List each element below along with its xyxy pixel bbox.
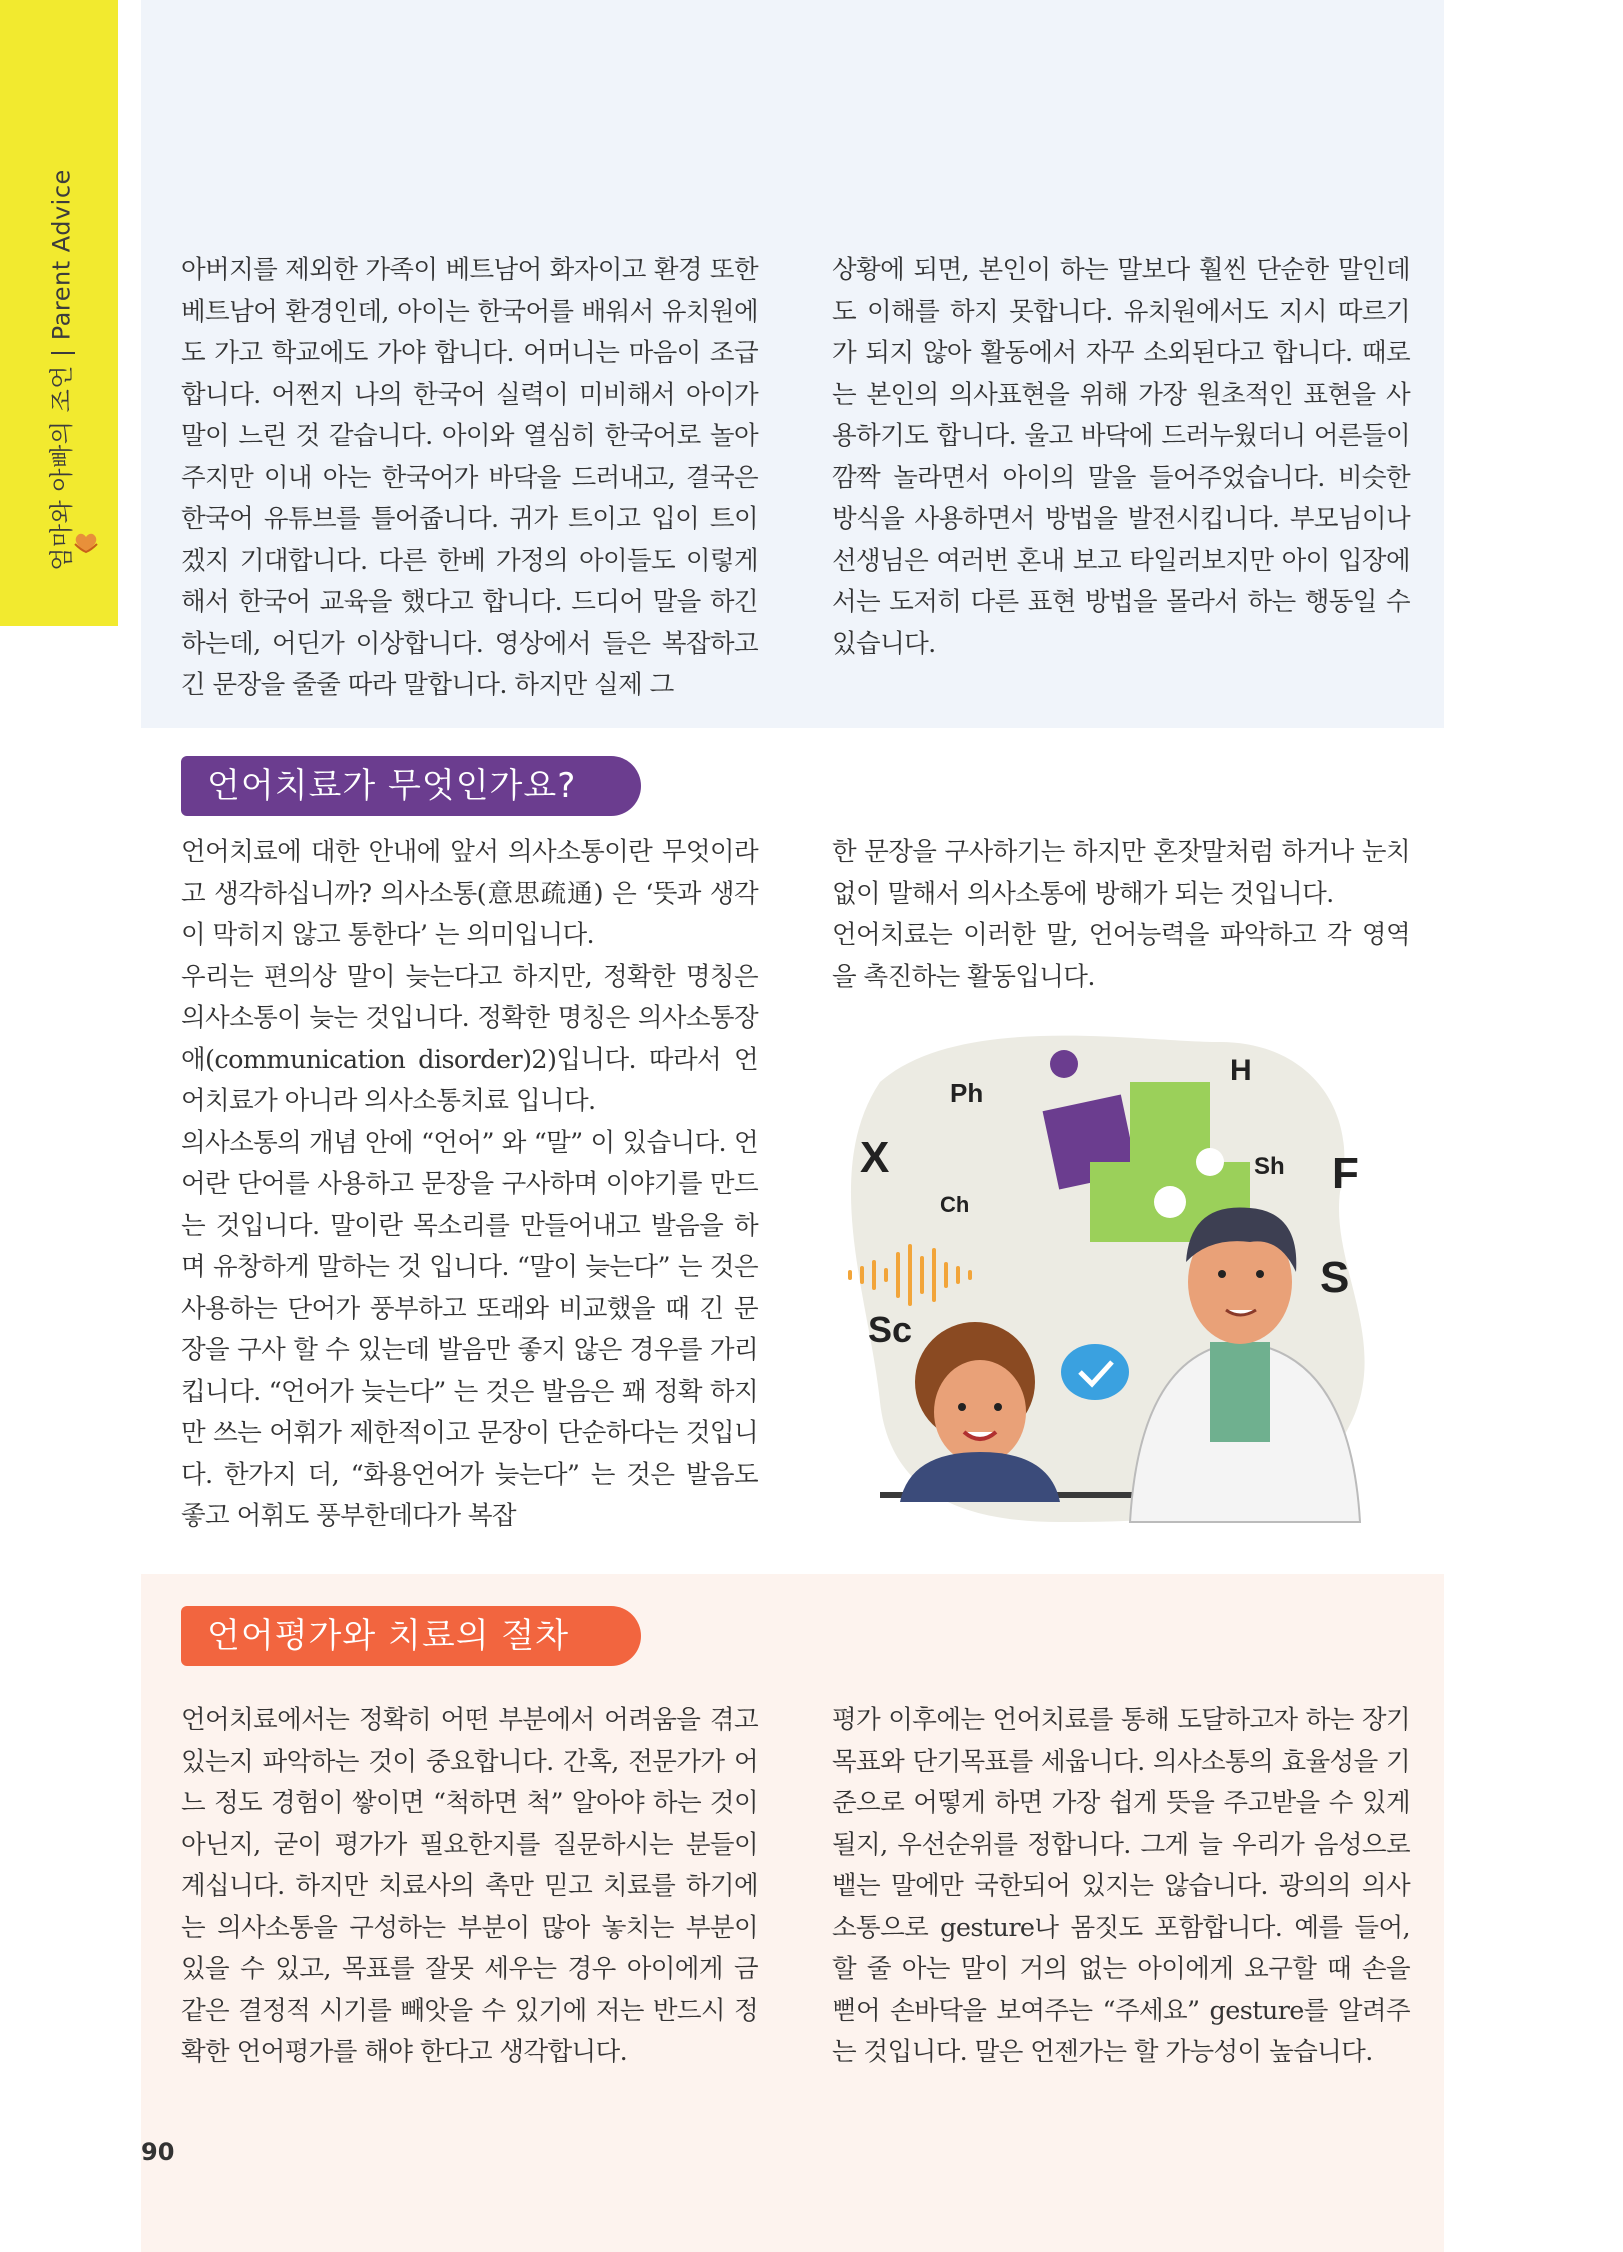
sidebar-label: 엄마와 아빠의 조언 | Parent Advice xyxy=(47,169,76,571)
letter-f: F xyxy=(1332,1149,1359,1198)
speech-therapy-illustration xyxy=(840,1022,1400,1542)
section2-right-text: 평가 이후에는 언어치료를 통해 도달하고자 하는 장기목표와 단기목표를 세웁니다. 의사소통의 효율성을 기준으로 어떻게 하면 가장 쉽게 뜻을 주고받을 수 있게 될지, 우선순위를 정합니다. 그게 늘 우리가 음성으로 뱉는 말에만 국한되어 있지는 않습니다. 광의의 의사소통으로 gesture나 몸짓도 포함합니다. 예를 들어, 할 줄 아는 말이 거의 없는 아이에게 요구할 때 손을 뻗어 손바닥을 보여주는 “주세요” gesture를 알려주는 것입니다. 말은 언젠가는 할 가능성이 높습니다. xyxy=(832,1705,1410,2067)
section1-right-text xyxy=(832,832,1410,998)
letter-ch: Ch xyxy=(940,1192,970,1217)
section2-left-text: 언어치료에서는 정확히 어떤 부분에서 어려움을 겪고 있는지 파악하는 것이 중요합니다. 간혹, 전문가가 어느 정도 경험이 쌓이면 “척하면 척” 알아야 하는 것이 아닌지, 굳이 평가가 필요한지를 질문하시는 분들이 계십니다. 하지만 치료사의 촉만 믿고 치료를 하기에는 의사소통을 구성하는 부분이 많아 놓치는 부분이 있을 수 있고, 목표를 잘못 세우는 경우 아이에게 금 같은 결정적 시기를 빼앗을 수 있기에 저는 반드시 정확한 언어평가를 해야 한다고 생각합니다. xyxy=(181,1705,759,2067)
intro-left-text: 아버지를 제외한 가족이 베트남어 화자이고 환경 또한 베트남어 환경인데, 아이는 한국어를 배워서 유치원에도 가고 학교에도 가야 합니다. 어머니는 마음이 조급합니다. 어쩐지 나의 한국어 실력이 미비해서 아이가 말이 느린 것 같습니다. 아이와 열심히 한국어로 놀아주지만 이내 아는 한국어가 바닥을 드러내고, 결국은 한국어 유튜브를 틀어줍니다. 귀가 트이고 입이 트이겠지 기대합니다. 다른 한베 가정의 아이들도 이렇게 해서 한국어 교육을 했다고 합니다. 드디어 말을 하긴 하는데, 어딘가 이상합니다. 영상에서 들은 복잡하고 긴 문장을 줄줄 따라 말합니다. 하지만 실제 그 xyxy=(181,255,759,700)
intro-right-text: 상황에 되면, 본인이 하는 말보다 훨씬 단순한 말인데도 이해를 하지 못합니다. 유치원에서도 지시 따르기가 되지 않아 활동에서 자꾸 소외된다고 합니다. 때로는 본인의 의사표현을 위해 가장 원초적인 표현을 사용하기도 합니다. 울고 바닥에 드러누웠더니 어른들이 깜짝 놀라면서 아이의 말을 들어주었습니다. 비슷한 방식을 사용하면서 방법을 발전시킵니다. 부모님이나 선생님은 여러번 혼내 보고 타일러보지만 아이 입장에서는 도저히 다른 표현 방법을 몰라서 하는 행동일 수 있습니다. xyxy=(832,255,1410,659)
letter-ph: Ph xyxy=(950,1078,984,1108)
letter-s: S xyxy=(1320,1253,1350,1302)
section1-left-text xyxy=(181,832,758,1538)
heart-hands-icon xyxy=(72,530,100,554)
paragraph: 의사소통의 개념 안에 “언어” 와 “말” 이 있습니다. 언어란 단어를 사용하고 문장을 구사하며 이야기를 만드는 것입니다. 말이란 목소리를 만들어내고 발음을 하며 유창하게 말하는 것 입니다. “말이 늦는다” 는 것은 사용하는 단어가 풍부하고 또래와 비교했을 때 긴 문장을 구사 할 수 있는데 발음만 좋지 않은 경우를 가리킵니다. “언어가 늦는다” 는 것은 발음은 꽤 정확 하지만 쓰는 어휘가 제한적이고 문장이 단순하다는 것입니다. 한가지 더, “화용언어가 늦는다” 는 것은 발음도 좋고 어휘도 풍부한데다가 복잡 xyxy=(181,1127,758,1531)
letter-h: H xyxy=(1230,1054,1252,1087)
letter-x: X xyxy=(860,1133,890,1182)
letter-sh: Sh xyxy=(1254,1153,1285,1180)
paragraph: 언어치료에 대한 안내에 앞서 의사소통이란 무엇이라고 생각하십니까? 의사소통(意思疏通) 은 ‘뜻과 생각이 막히지 않고 통한다’ 는 의미입니다. xyxy=(181,837,758,950)
letter-sc: Sc xyxy=(868,1309,913,1350)
section-heading-speech-therapy: 언어치료가 무엇인가요? xyxy=(181,756,641,816)
paragraph: 우리는 편의상 말이 늦는다고 하지만, 정확한 명칭은 의사소통이 늦는 것입니다. 정확한 명칭은 의사소통장애(communication disorder)2)입니다. 따라서 언어치료가 아니라 의사소통치료 입니다. xyxy=(181,961,758,1116)
chat-check-icon xyxy=(1061,1344,1129,1400)
sidebar-tab xyxy=(0,0,118,626)
paragraph: 한 문장을 구사하기는 하지만 혼잣말처럼 하거나 눈치 없이 말해서 의사소통에 방해가 되는 것입니다. xyxy=(832,837,1410,909)
page-number: 90 xyxy=(141,2138,175,2166)
paragraph: 언어치료는 이러한 말, 언어능력을 파악하고 각 영역을 촉진하는 활동입니다. xyxy=(832,920,1410,992)
section-heading-assessment-procedure: 언어평가와 치료의 절차 xyxy=(181,1606,641,1666)
